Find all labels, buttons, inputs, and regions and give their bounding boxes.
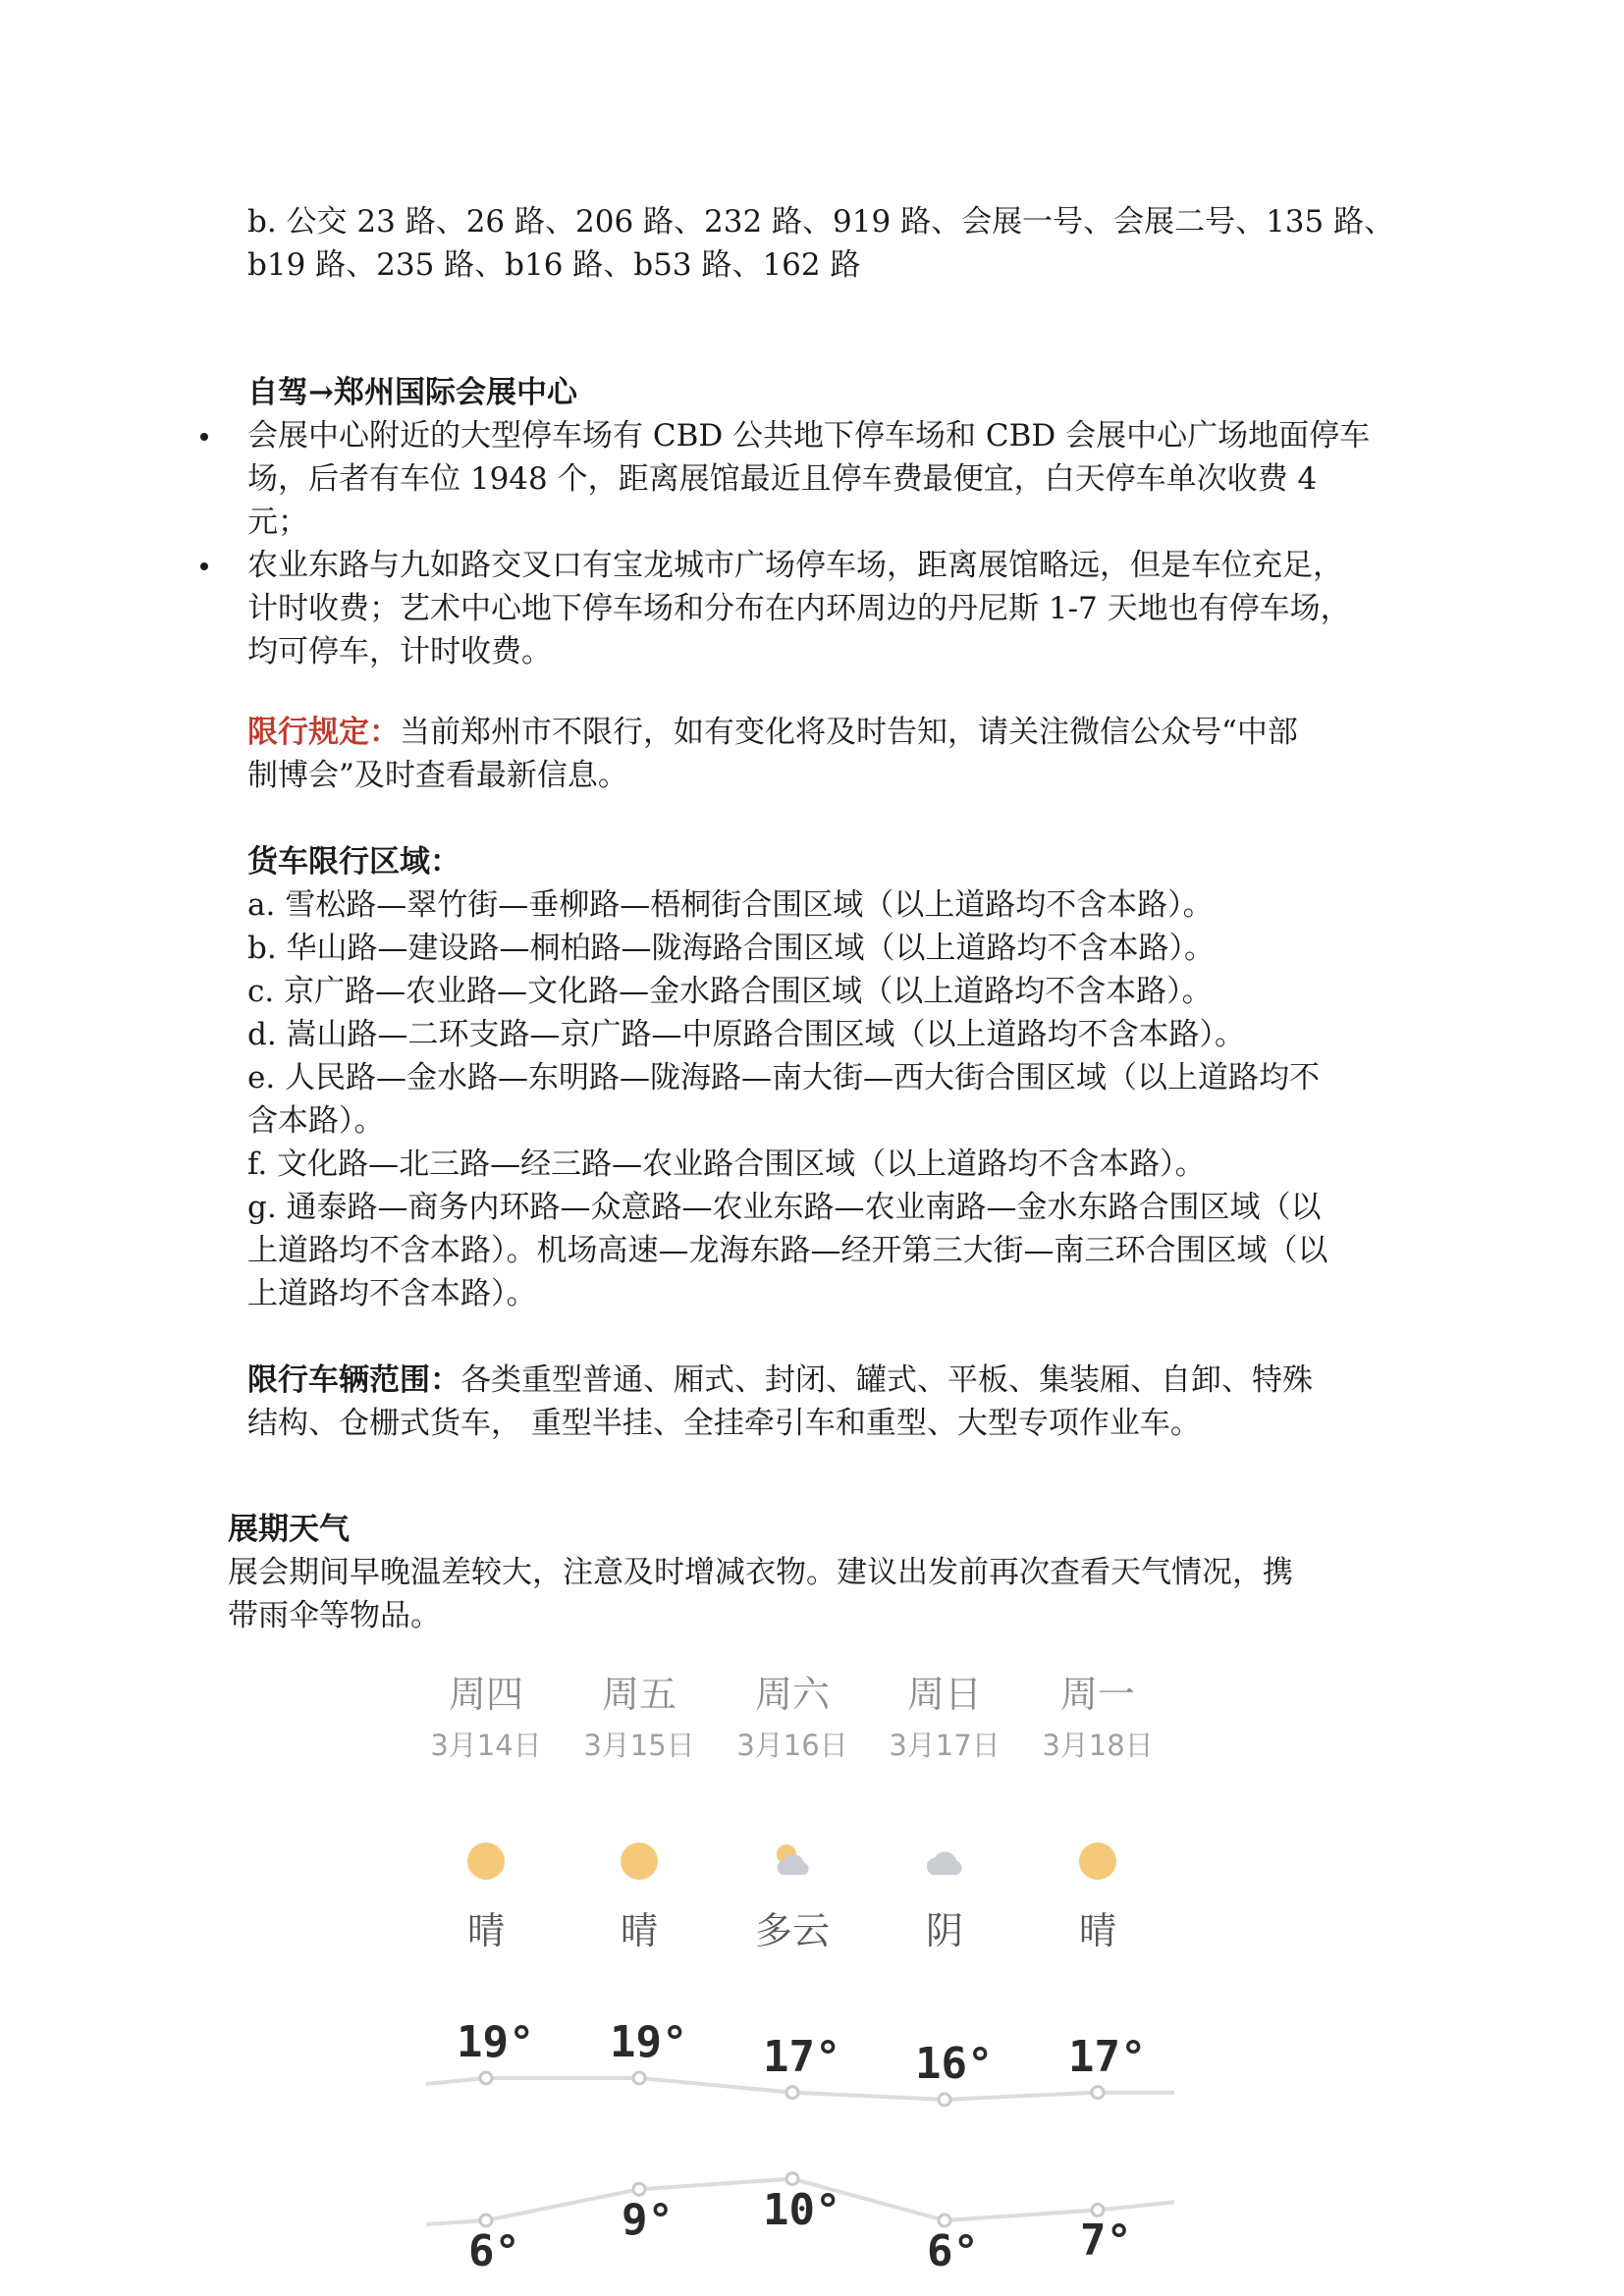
weather-forecast-widget [412,1669,1198,2296]
day-date: 3月14日 [430,1729,542,1762]
truck-zone-line: d. 嵩山路—二环支路—京广路—中原路合围区域（以上道路均不含本路）。 [247,1017,1246,1052]
vehicles-text-2: 结构、仓栅式货车， 重型半挂、全挂牵引车和重型、大型专项作业车。 [247,1406,1201,1441]
bullet-line: 会展中心附近的大型停车场有 CBD 公共地下停车场和 CBD 会展中心广场地面停车 [247,418,1371,454]
sun-icon [466,1842,506,1881]
truck-zone-line: e. 人民路—金水路—东明路—陇海路—南大街—西大街合围区域（以上道路均不 [247,1060,1321,1095]
bullet-icon [200,433,208,441]
day-name: 周五 [601,1673,677,1716]
high-temp-label: 16° [915,2038,994,2089]
bullet-line: 场，后者有车位 1948 个，距离展馆最近且停车费最便宜，白天停车单次收费 4 [247,461,1318,497]
low-temp-label: 6° [927,2226,979,2276]
low-temp-label: 10° [763,2184,841,2235]
high-temp-label: 19° [457,2017,535,2067]
high-temp-label: 19° [610,2017,688,2067]
weather-section-text-1: 展会期间早晚温差较大，注意及时增减衣物。建议出发前再次查看天气情况，携 [228,1555,1293,1590]
truck-zone-line: g. 通泰路—商务内环路—众意路—农业东路—农业南路—金水东路合围区域（以 [247,1190,1322,1225]
cloud-icon [925,1842,964,1881]
truck-zones-title: 货车限行区域： [247,844,460,880]
vehicles-text-1: 各类重型普通、厢式、封闭、罐式、平板、集装厢、自卸、特殊 [460,1362,1313,1398]
truck-zones-block [247,840,1396,1315]
restriction-block [247,711,1396,797]
bullet-line: 均可停车，计时收费。 [247,634,552,669]
vehicles-label: 限行车辆范围： [247,1362,460,1398]
restriction-label: 限行规定： [247,715,400,750]
truck-zone-line: 上道路均不含本路）。 [247,1276,537,1311]
transit-line-1: b. 公交 23 路、26 路、206 路、232 路、919 路、会展一号、会展二号、135 路、 [247,204,1395,240]
bullet-icon [200,562,208,570]
transit-block [247,200,1396,287]
low-temp-label: 6° [468,2226,520,2276]
low-temp-label: 7° [1080,2216,1132,2267]
forecast-day [412,1669,560,2296]
day-date: 3月18日 [1042,1729,1154,1762]
day-name: 周四 [448,1673,523,1716]
low-temp-label: 9° [622,2195,674,2246]
weather-section [228,1508,1377,1637]
bullet-line: 计时收费；艺术中心地下停车场和分布在内环周边的丹尼斯 1-7 天地也有停车场， [247,591,1351,626]
selfdrive-bullets [247,414,1416,673]
day-condition: 阴 [925,1909,963,1952]
day-name: 周一 [1059,1673,1135,1716]
day-date: 3月15日 [583,1729,695,1762]
day-name: 周六 [754,1673,830,1716]
weather-section-title: 展期天气 [228,1512,350,1547]
selfdrive-title: 自驾→郑州国际会展中心 [247,375,577,410]
partly-cloudy-icon [773,1842,812,1881]
sun-icon [620,1842,659,1881]
restriction-text-2: 制博会”及时查看最新信息。 [247,758,628,793]
day-condition: 晴 [1078,1909,1116,1952]
day-date: 3月16日 [736,1729,848,1762]
truck-zone-line: 含本路）。 [247,1103,385,1139]
bullet-line: 农业东路与九如路交叉口有宝龙城市广场停车场，距离展馆略远，但是车位充足， [247,548,1343,583]
truck-zone-line: 上道路均不含本路）。机场高速—龙海东路—经开第三大街—南三环合围区域（以 [247,1233,1328,1268]
high-temp-label: 17° [1068,2031,1147,2082]
weather-section-text-2: 带雨伞等物品。 [228,1598,441,1633]
truck-zone-line: b. 华山路—建设路—桐柏路—陇海路合围区域（以上道路均不含本路）。 [247,931,1216,966]
day-condition: 晴 [466,1909,505,1952]
truck-zone-line: a. 雪松路—翠竹街—垂柳路—梧桐街合围区域（以上道路均不含本路）。 [247,887,1214,923]
forecast-day [871,1669,1018,2296]
restriction-text-1: 当前郑州市不限行，如有变化将及时告知，请关注微信公众号“中部 [400,715,1298,750]
day-date: 3月17日 [889,1729,1001,1762]
bullet-line: 元； [247,505,308,540]
selfdrive-bullet-1 [247,414,1416,544]
selfdrive-bullet-2 [247,544,1416,673]
truck-zone-line: f. 文化路—北三路—经三路—农业路合围区域（以上道路均不含本路）。 [247,1147,1206,1182]
day-condition: 多云 [754,1909,830,1952]
high-temp-label: 17° [763,2031,841,2082]
sun-icon [1078,1842,1117,1881]
day-name: 周日 [906,1673,982,1716]
vehicles-block [247,1359,1396,1445]
forecast-day [1024,1669,1171,2296]
truck-zone-line: c. 京广路—农业路—文化路—金水路合围区域（以上道路均不含本路）。 [247,974,1213,1009]
transit-line-2: b19 路、235 路、b16 路、b53 路、162 路 [247,247,861,283]
day-condition: 晴 [620,1909,658,1952]
